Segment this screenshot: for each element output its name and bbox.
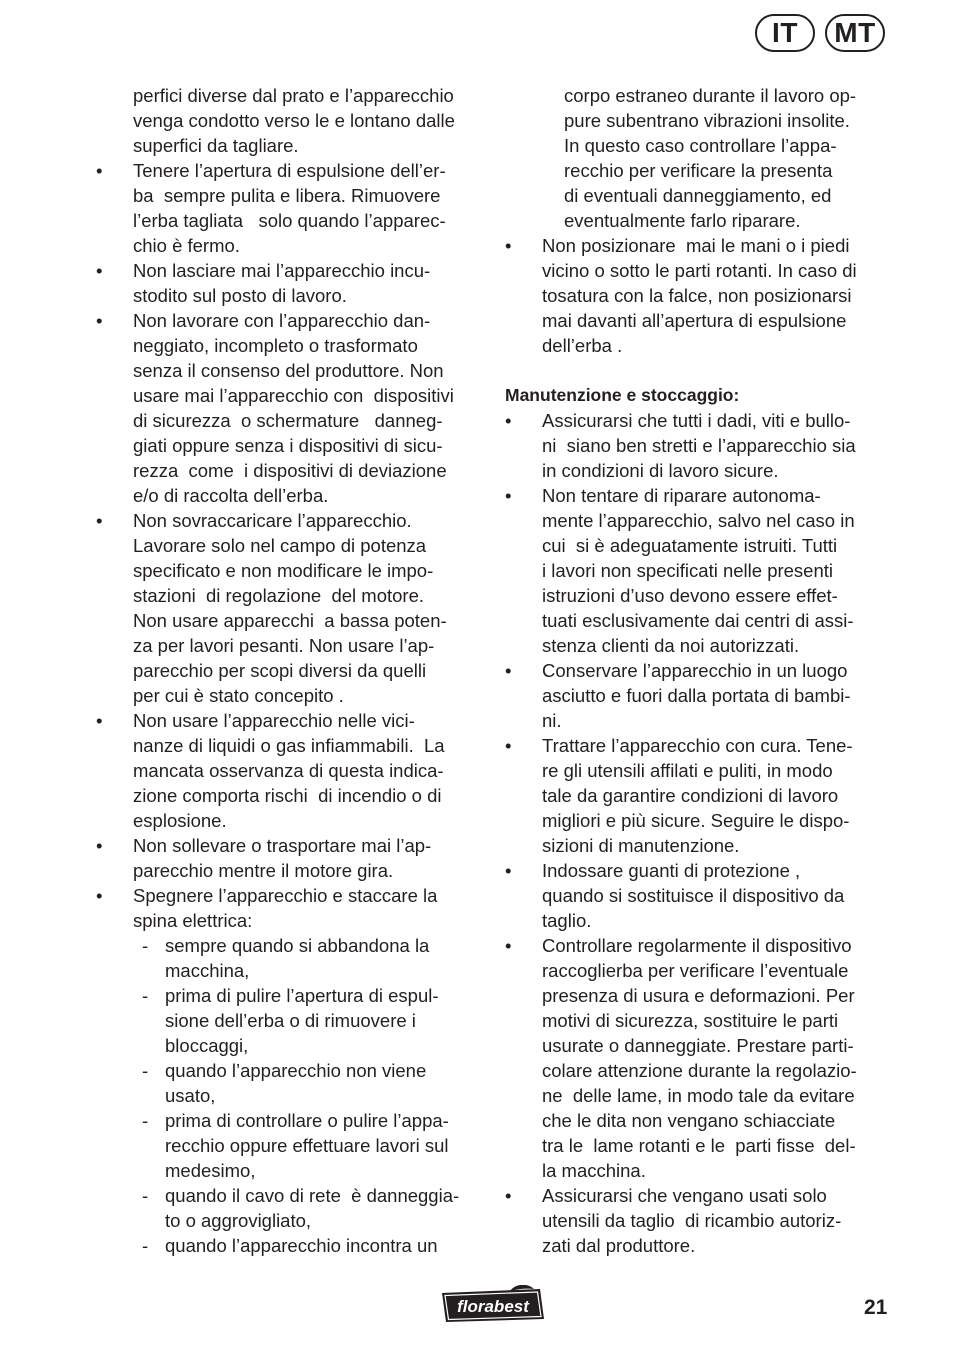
- text-line: la macchina.: [542, 1160, 646, 1181]
- text-line: mancata osservanza di questa indica-: [133, 760, 444, 781]
- text-line: stenza clienti da noi autorizzati.: [542, 635, 800, 656]
- text-line: Non usare apparecchi a bassa poten-: [133, 610, 447, 631]
- text-line: medesimo,: [165, 1160, 256, 1181]
- text-line: venga condotto verso le e lontano dalle: [133, 110, 455, 131]
- text-line: presenza di usura e deformazioni. Per: [542, 985, 855, 1006]
- bullet-item: [505, 658, 905, 733]
- text-line: parecchio per scopi diversi da quelli: [133, 660, 427, 681]
- dash-item: [142, 983, 496, 1058]
- text-line: neggiato, incompleto o trasformato: [133, 335, 418, 356]
- text-line: chio è fermo.: [133, 235, 240, 256]
- text-line: ni.: [542, 710, 562, 731]
- text-line: perfici diverse dal prato e l’apparecchio: [133, 85, 454, 106]
- text-line: - quando l’apparecchio incontra un: [165, 1235, 438, 1256]
- text-line: mente l’apparecchio, salvo nel caso in: [542, 510, 855, 531]
- text-line: sizioni di manutenzione.: [542, 835, 740, 856]
- text-line: • Spegnere l’apparecchio e staccare la: [133, 885, 438, 906]
- bullet-item: [96, 883, 496, 933]
- text-line: bloccaggi,: [165, 1035, 249, 1056]
- florabest-logo: [438, 1285, 548, 1325]
- bullet-item: [505, 733, 905, 858]
- bullet-item: [505, 933, 905, 1183]
- text-line: giati oppure senza i dispositivi di sicu-: [133, 435, 443, 456]
- dash-item: [142, 1108, 496, 1183]
- bullet-item: [505, 1183, 905, 1258]
- text-line: to o aggrovigliato,: [165, 1210, 312, 1231]
- text-line: in condizioni di lavoro sicure.: [542, 460, 779, 481]
- dash-item: [142, 1058, 496, 1108]
- text-line: sione dell’erba o di rimuovere i: [165, 1010, 416, 1031]
- text-line: tosatura con la falce, non posizionarsi: [542, 285, 852, 306]
- text-line: motivi di sicurezza, sostituire le parti: [542, 1010, 839, 1031]
- bullet-item: [505, 858, 905, 933]
- text-line: istruzioni d’uso devono essere effet-: [542, 585, 838, 606]
- text-line: • Non tentare di riparare autonoma-: [542, 485, 821, 506]
- text-line: • Non posizionare mai le mani o i piedi: [542, 235, 850, 256]
- text-line: • Non sovraccaricare l’apparecchio.: [133, 510, 412, 531]
- text-line: superfici da tagliare.: [133, 135, 299, 156]
- text-line: colare attenzione durante la regolazio-: [542, 1060, 857, 1081]
- dash-item: [142, 1183, 496, 1233]
- text-line: stazioni di regolazione del motore.: [133, 585, 425, 606]
- text-line: • Assicurarsi che vengano usati solo: [542, 1185, 827, 1206]
- bullet-item: [96, 258, 496, 308]
- text-line: - sempre quando si abbandona la: [165, 935, 430, 956]
- bullet-item: [96, 833, 496, 883]
- text-line: re gli utensili affilati e puliti, in modo: [542, 760, 833, 781]
- text-line: • Non sollevare o trasportare mai l’ap-: [133, 835, 432, 856]
- bullet-item: [505, 483, 905, 658]
- bullet-item: [96, 508, 496, 708]
- text-line: senza il consenso del produttore. Non: [133, 360, 444, 381]
- text-line: macchina,: [165, 960, 250, 981]
- text-line: di eventuali danneggiamento, ed: [564, 185, 832, 206]
- text-line: specificato e non modificare le impo-: [133, 560, 434, 581]
- dash-item: [142, 1233, 496, 1258]
- text-line: dell’erba .: [542, 335, 623, 356]
- text-line: • Assicurarsi che tutti i dadi, viti e bullo-: [542, 410, 851, 431]
- text-line: l’erba tagliata solo quando l’apparec-: [133, 210, 446, 231]
- text-line: vicino o sotto le parti rotanti. In caso di: [542, 260, 857, 281]
- text-line: taglio.: [542, 910, 592, 931]
- dash-item: [142, 933, 496, 983]
- logo-wordmark: florabest: [457, 1297, 529, 1316]
- text-line: ba sempre pulita e libera. Rimuovere: [133, 185, 441, 206]
- text-line: che le dita non vengano schiacciate: [542, 1110, 836, 1131]
- text-line: usato,: [165, 1085, 216, 1106]
- text-line: tale da garantire condizioni di lavoro: [542, 785, 839, 806]
- text-line: eventualmente farlo riparare.: [564, 210, 801, 231]
- text-line: usare mai l’apparecchio con dispositivi: [133, 385, 454, 406]
- text-line: nanze di liquidi o gas infiammabili. La: [133, 735, 445, 756]
- text-line: migliori e più sicure. Seguire le dispo-: [542, 810, 850, 831]
- text-line: esplosione.: [133, 810, 227, 831]
- text-line: e/o di raccolta dell’erba.: [133, 485, 329, 506]
- text-line: • Non lasciare mai l’apparecchio incu-: [133, 260, 431, 281]
- left-column: [96, 83, 496, 1258]
- text-line: corpo estraneo durante il lavoro op-: [564, 85, 857, 106]
- language-badge-mt: MT: [825, 14, 885, 52]
- text-line: ne delle lame, in modo tale da evitare: [542, 1085, 855, 1106]
- text-line: cui si è adeguatamente istruiti. Tutti: [542, 535, 838, 556]
- page-number: 21: [864, 1296, 888, 1319]
- bullet-item: [505, 233, 905, 358]
- text-line: - prima di pulire l’apertura di espul-: [165, 985, 439, 1006]
- text-line: asciutto e fuori dalla portata di bambi-: [542, 685, 851, 706]
- text-line: recchio per verificare la presenta: [564, 160, 833, 181]
- text-line: za per lavori pesanti. Non usare l’ap-: [133, 635, 435, 656]
- text-line: utensili da taglio di ricambio autoriz-: [542, 1210, 842, 1231]
- text-line: - quando il cavo di rete è danneggia-: [165, 1185, 460, 1206]
- text-line: pure subentrano vibrazioni insolite.: [564, 110, 850, 131]
- text-line: rezza come i dispositivi di deviazione: [133, 460, 447, 481]
- text-line: recchio oppure effettuare lavori sul: [165, 1135, 449, 1156]
- text-line: mai davanti all’apertura di espulsione: [542, 310, 847, 331]
- right-column: [505, 83, 905, 1258]
- text-line: - quando l’apparecchio non viene: [165, 1060, 427, 1081]
- text-line: di sicurezza o schermature danneg-: [133, 410, 443, 431]
- continued-text: [505, 83, 905, 233]
- text-line: stodito sul posto di lavoro.: [133, 285, 347, 306]
- text-line: usurate o danneggiate. Prestare parti-: [542, 1035, 854, 1056]
- text-line: raccoglierba per verificare l’eventuale: [542, 960, 849, 981]
- text-line: • Controllare regolarmente il dispositivo: [542, 935, 852, 956]
- text-line: • Tenere l’apertura di espulsione dell’er-: [133, 160, 446, 181]
- text-line: zati dal produttore.: [542, 1235, 696, 1256]
- text-line: • Conservare l’apparecchio in un luogo: [542, 660, 848, 681]
- text-line: tra le lame rotanti e le parti fisse del-: [542, 1135, 856, 1156]
- text-line: In questo caso controllare l’appa-: [564, 135, 837, 156]
- bullet-item: [96, 158, 496, 258]
- text-line: - prima di controllare o pulire l’appa-: [165, 1110, 449, 1131]
- text-line: ni siano ben stretti e l’apparecchio sia: [542, 435, 856, 456]
- bullet-item: [96, 308, 496, 508]
- text-line: quando si sostituisce il dispositivo da: [542, 885, 845, 906]
- text-line: • Non lavorare con l’apparecchio dan-: [133, 310, 431, 331]
- text-line: i lavori non specificati nelle presenti: [542, 560, 834, 581]
- text-line: • Trattare l’apparecchio con cura. Tene-: [542, 735, 853, 756]
- section-heading: Manutenzione e stoccaggio:: [505, 385, 740, 405]
- text-line: spina elettrica:: [133, 910, 253, 931]
- bullet-item: [505, 408, 905, 483]
- text-line: • Non usare l’apparecchio nelle vici-: [133, 710, 415, 731]
- text-line: Lavorare solo nel campo di potenza: [133, 535, 427, 556]
- text-line: tuati esclusivamente dai centri di assi-: [542, 610, 854, 631]
- text-line: parecchio mentre il motore gira.: [133, 860, 394, 881]
- bullet-item: [96, 708, 496, 833]
- text-line: zione comporta rischi di incendio o di: [133, 785, 442, 806]
- text-line: per cui è stato concepito .: [133, 685, 344, 706]
- continued-text: [96, 83, 496, 158]
- text-line: • Indossare guanti di protezione ,: [542, 860, 801, 881]
- language-badge-it: IT: [755, 14, 815, 52]
- spacer: [505, 358, 905, 383]
